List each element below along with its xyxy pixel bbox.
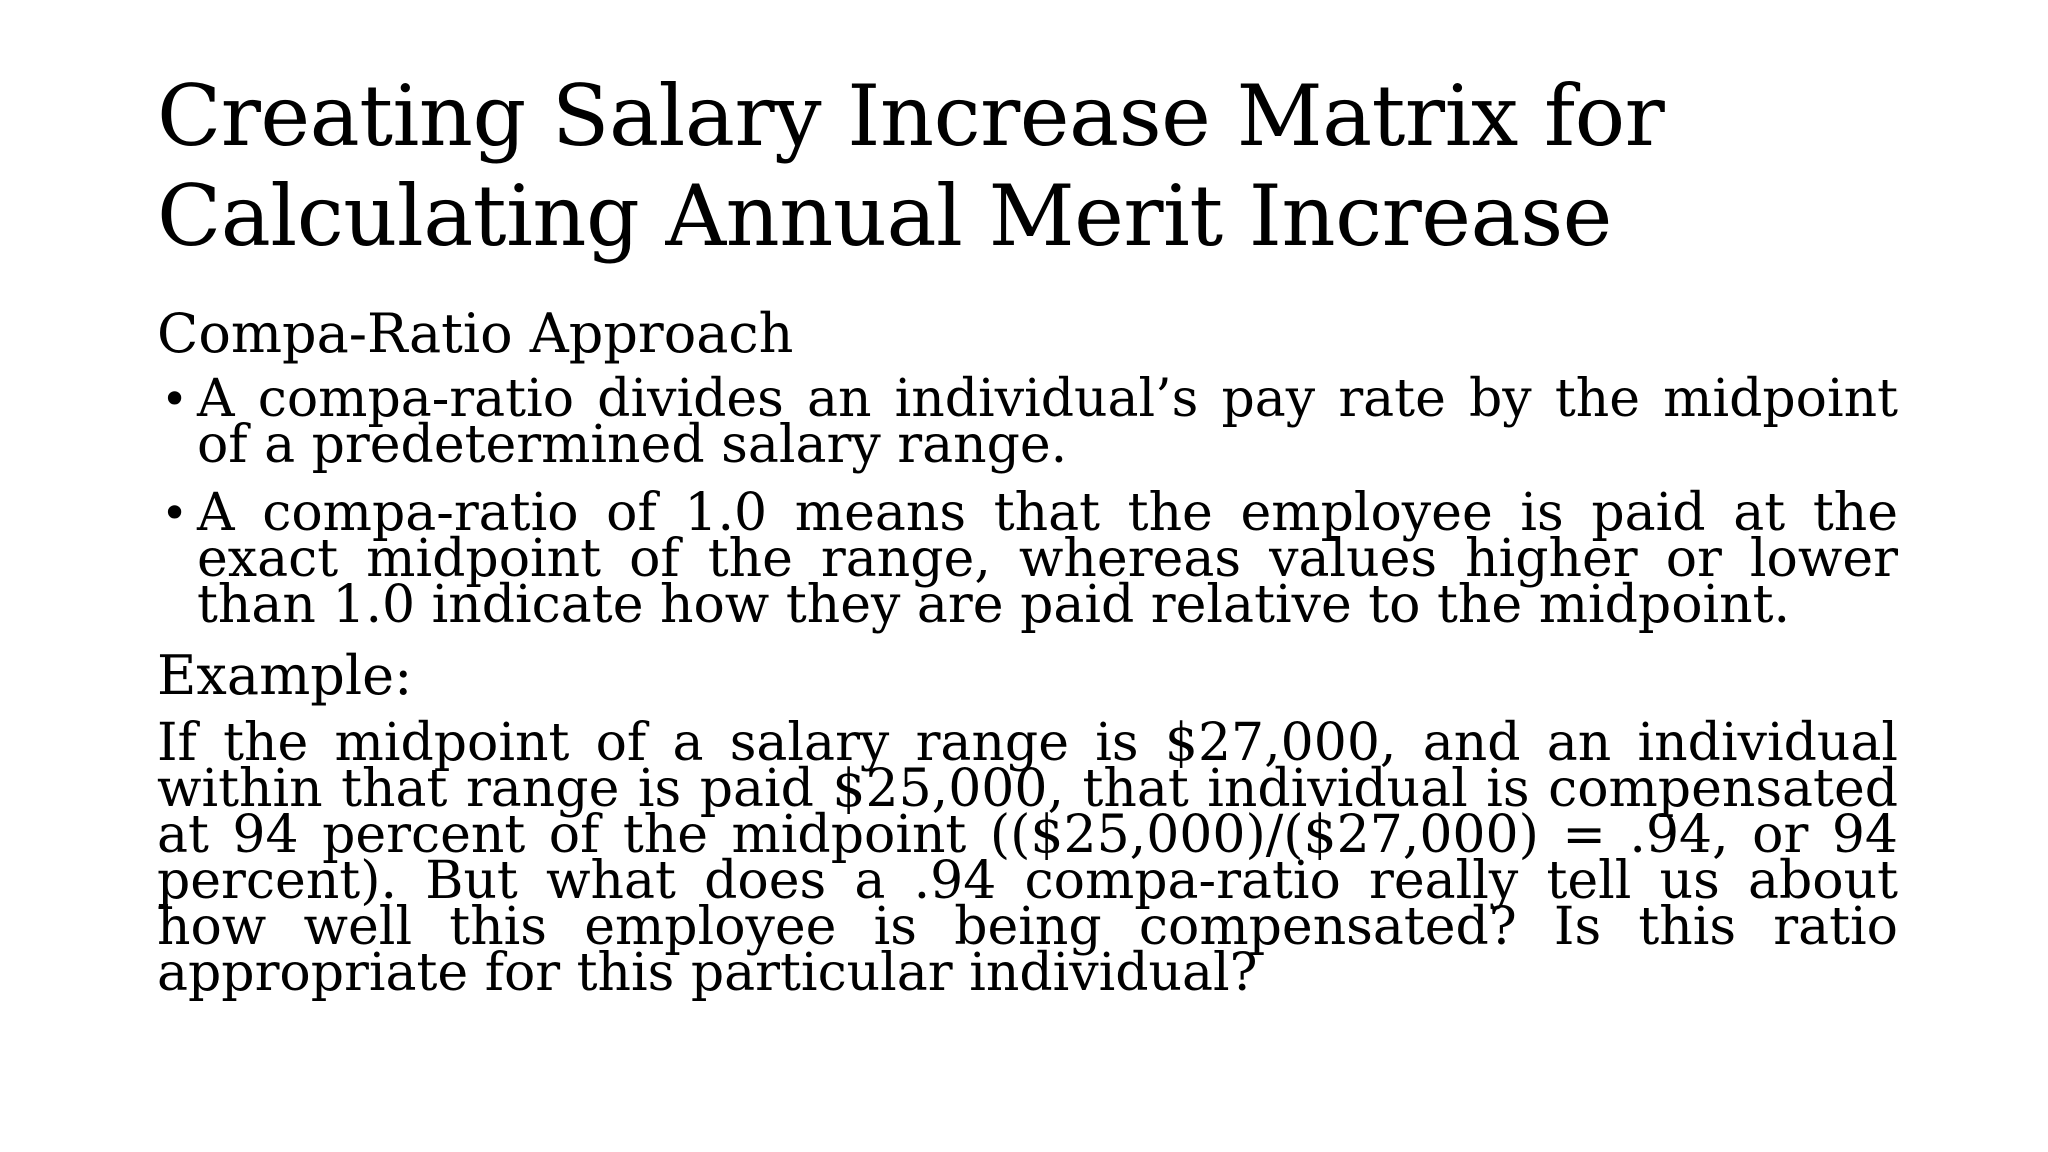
bullet-icon: • xyxy=(161,372,189,426)
example-paragraph: If the midpoint of a salary range is $27,000, and an individual within that range is paid $25,000, that individual is compensated at 94 percent of the midpoint (($25,000)/($27,000) = .94, or 94 percent). But what does a .94 compa-ratio really tell us about how well this employee is being compensated? Is this ratio appropriate for this particular individual? xyxy=(157,713,1898,1003)
slide-body xyxy=(157,300,1898,1003)
bullet-text: A compa-ratio divides an individual’s pay rate by the midpoint of a predetermined salary range. xyxy=(197,369,1898,475)
section-subheading: Compa-Ratio Approach xyxy=(157,302,794,365)
bullet-item xyxy=(157,369,1898,475)
bullet-text: A compa-ratio of 1.0 means that the employee is paid at the exact midpoint of the range, whereas values higher or lower than 1.0 indicate how they are paid relative to the midpoint. xyxy=(197,483,1898,635)
bullet-item xyxy=(157,483,1898,635)
slide-title: Creating Salary Increase Matrix for Calculating Annual Merit Increase xyxy=(157,67,1665,265)
bullet-icon: • xyxy=(161,486,189,540)
example-label: Example: xyxy=(157,644,413,707)
